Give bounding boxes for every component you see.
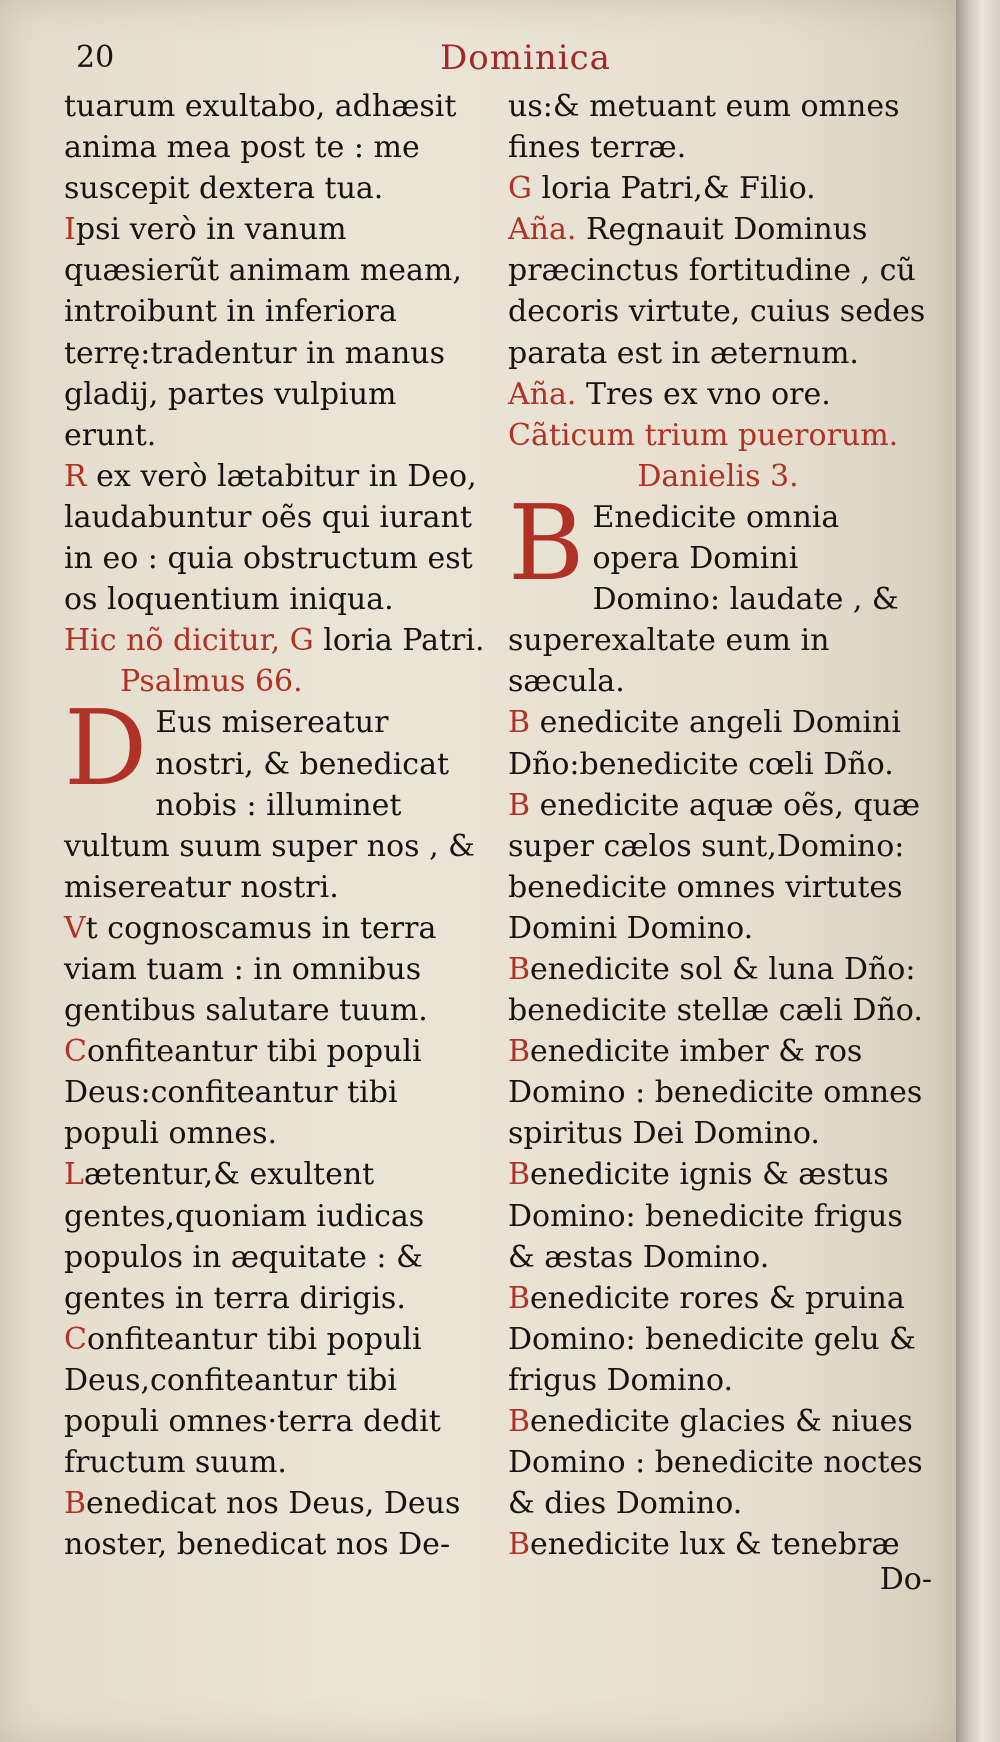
- verse: [508, 949, 928, 1031]
- red-initial: G: [508, 171, 532, 207]
- verse: [508, 785, 928, 949]
- page-number: 20: [76, 40, 115, 75]
- verse-text: tuarum exultabo, adhæsit anima mea post te : me suscepit dextera tua.: [64, 89, 457, 207]
- red-initial: B: [508, 1157, 531, 1193]
- verse: [64, 1031, 494, 1154]
- red-initial: C: [64, 1034, 87, 1070]
- verse: [508, 1031, 928, 1154]
- red-initial: L: [64, 1157, 84, 1193]
- verse-text: ætentur,& exultent gentes,quoniam iudicas populos in æquitate : & gentes in terra dirigis.: [64, 1157, 425, 1316]
- verse-text: onfiteantur tibi populi Deus:confiteantur tibi populi omnes.: [64, 1034, 422, 1152]
- verse: [64, 86, 494, 209]
- red-initial: B: [508, 787, 531, 823]
- verse-text: enedicat nos Deus, Deus noster, benedicat nos De-: [64, 1486, 461, 1563]
- verse: [64, 687, 494, 907]
- verse: [64, 1154, 494, 1318]
- verse: [508, 702, 928, 784]
- red-initial: I: [64, 212, 76, 248]
- red-initial: B: [508, 1527, 531, 1563]
- verse: [64, 908, 494, 1031]
- verse: [64, 1483, 494, 1565]
- verse-text: loria Patri,& Filio.: [541, 171, 816, 207]
- red-initial: V: [64, 910, 86, 946]
- verse-text: Tres ex vno ore.: [585, 376, 831, 412]
- verse: [508, 1154, 928, 1277]
- verse-text: enedicite angeli Domini Dño:benedicite cœli Dño.: [508, 705, 901, 782]
- verse: [508, 481, 928, 702]
- red-initial: B: [508, 1280, 531, 1316]
- verse: [64, 456, 494, 620]
- verse-text: Regnauit Dominus præcinctus fortitudine , cũ decoris virtute, cuius sedes parata est in æternum.: [508, 212, 926, 371]
- antiphon: [508, 209, 928, 373]
- verse: [64, 1319, 494, 1483]
- verse-text: Eus misereatur nostri, & benedicat nobis : illuminet vultum suum super nos , & misereatur nostri.: [64, 705, 475, 905]
- rubric-text: Hic nõ dicitur,: [64, 623, 281, 659]
- verse: [508, 1278, 928, 1401]
- red-initial: G: [289, 623, 314, 659]
- verse-text: onfiteantur tibi populi Deus,confiteantur tibi populi omnes·terra dedit fructum suum.: [64, 1321, 441, 1481]
- antiphon: [508, 374, 928, 415]
- verse: [508, 168, 928, 209]
- red-initial: B: [508, 951, 531, 987]
- drop-cap: B: [508, 481, 585, 604]
- antiphon-label: Aña.: [508, 376, 577, 412]
- verse-text: us:& metuant eum omnes fines terræ.: [508, 89, 900, 166]
- running-header: Dominica: [440, 38, 611, 78]
- red-initial: C: [64, 1321, 87, 1357]
- verse-text: Enedicite omnia opera Domini Domino: laudate , & superexaltate eum in sæcula.: [508, 499, 899, 700]
- rubric: [64, 620, 494, 702]
- verse-text: loria Patri.: [323, 623, 485, 659]
- verse: [508, 1401, 928, 1524]
- verse-text: enedicite imber & ros Domino : benedicite omnes spiritus Dei Domino.: [508, 1034, 923, 1152]
- verse-text: t cognoscamus in terra viam tuam : in omnibus gentibus salutare tuum.: [64, 910, 437, 1029]
- page-edge: [956, 0, 1000, 1742]
- verse-text: enedicite glacies & niues Domino : benedicite noctes & dies Domino.: [508, 1404, 923, 1522]
- verse: [508, 1524, 928, 1565]
- red-initial: B: [508, 1034, 531, 1070]
- verse-text: enedicite lux & tenebræ: [530, 1527, 900, 1563]
- psalm-title: Psalmus 66.: [120, 664, 303, 700]
- verse-text: enedicite rores & pruina Domino: benedicite gelu & frigus Domino.: [508, 1280, 916, 1398]
- red-initial: R: [64, 458, 87, 494]
- antiphon-label: Aña.: [508, 212, 577, 248]
- verse-text: psi verò in vanum quæsierũt animam meam, introibunt in inferiora terrę:tradentur in manus gladij, partes vulpium erunt.: [64, 212, 462, 453]
- red-initial: B: [508, 1404, 531, 1439]
- red-initial: B: [508, 705, 531, 741]
- left-column: [64, 86, 494, 1565]
- verse: [508, 86, 928, 168]
- catchword: Do-: [879, 1562, 932, 1597]
- red-initial: B: [64, 1486, 87, 1522]
- canticle-subtitle: Danielis 3.: [637, 458, 799, 494]
- verse-text: enedicite ignis & æstus Domino: benedicite frigus & æstas Domino.: [508, 1157, 903, 1275]
- verse: [64, 209, 494, 456]
- canticle-title: Cãticum trium puerorum.: [508, 417, 899, 453]
- verse-text: enedicite sol & luna Dño: benedicite stellæ cæli Dño.: [508, 951, 923, 1029]
- verse-text: ex verò lætabitur in Deo, laudabuntur oẽs qui iurant in eo : quia obstructum est os loquentium iniqua.: [64, 458, 477, 618]
- verse-text: enedicite aquæ oẽs, quæ super cælos sunt,Domino: benedicite omnes virtutes Domini Domino.: [508, 787, 921, 946]
- drop-cap: D: [64, 687, 148, 810]
- right-column: [508, 86, 928, 1565]
